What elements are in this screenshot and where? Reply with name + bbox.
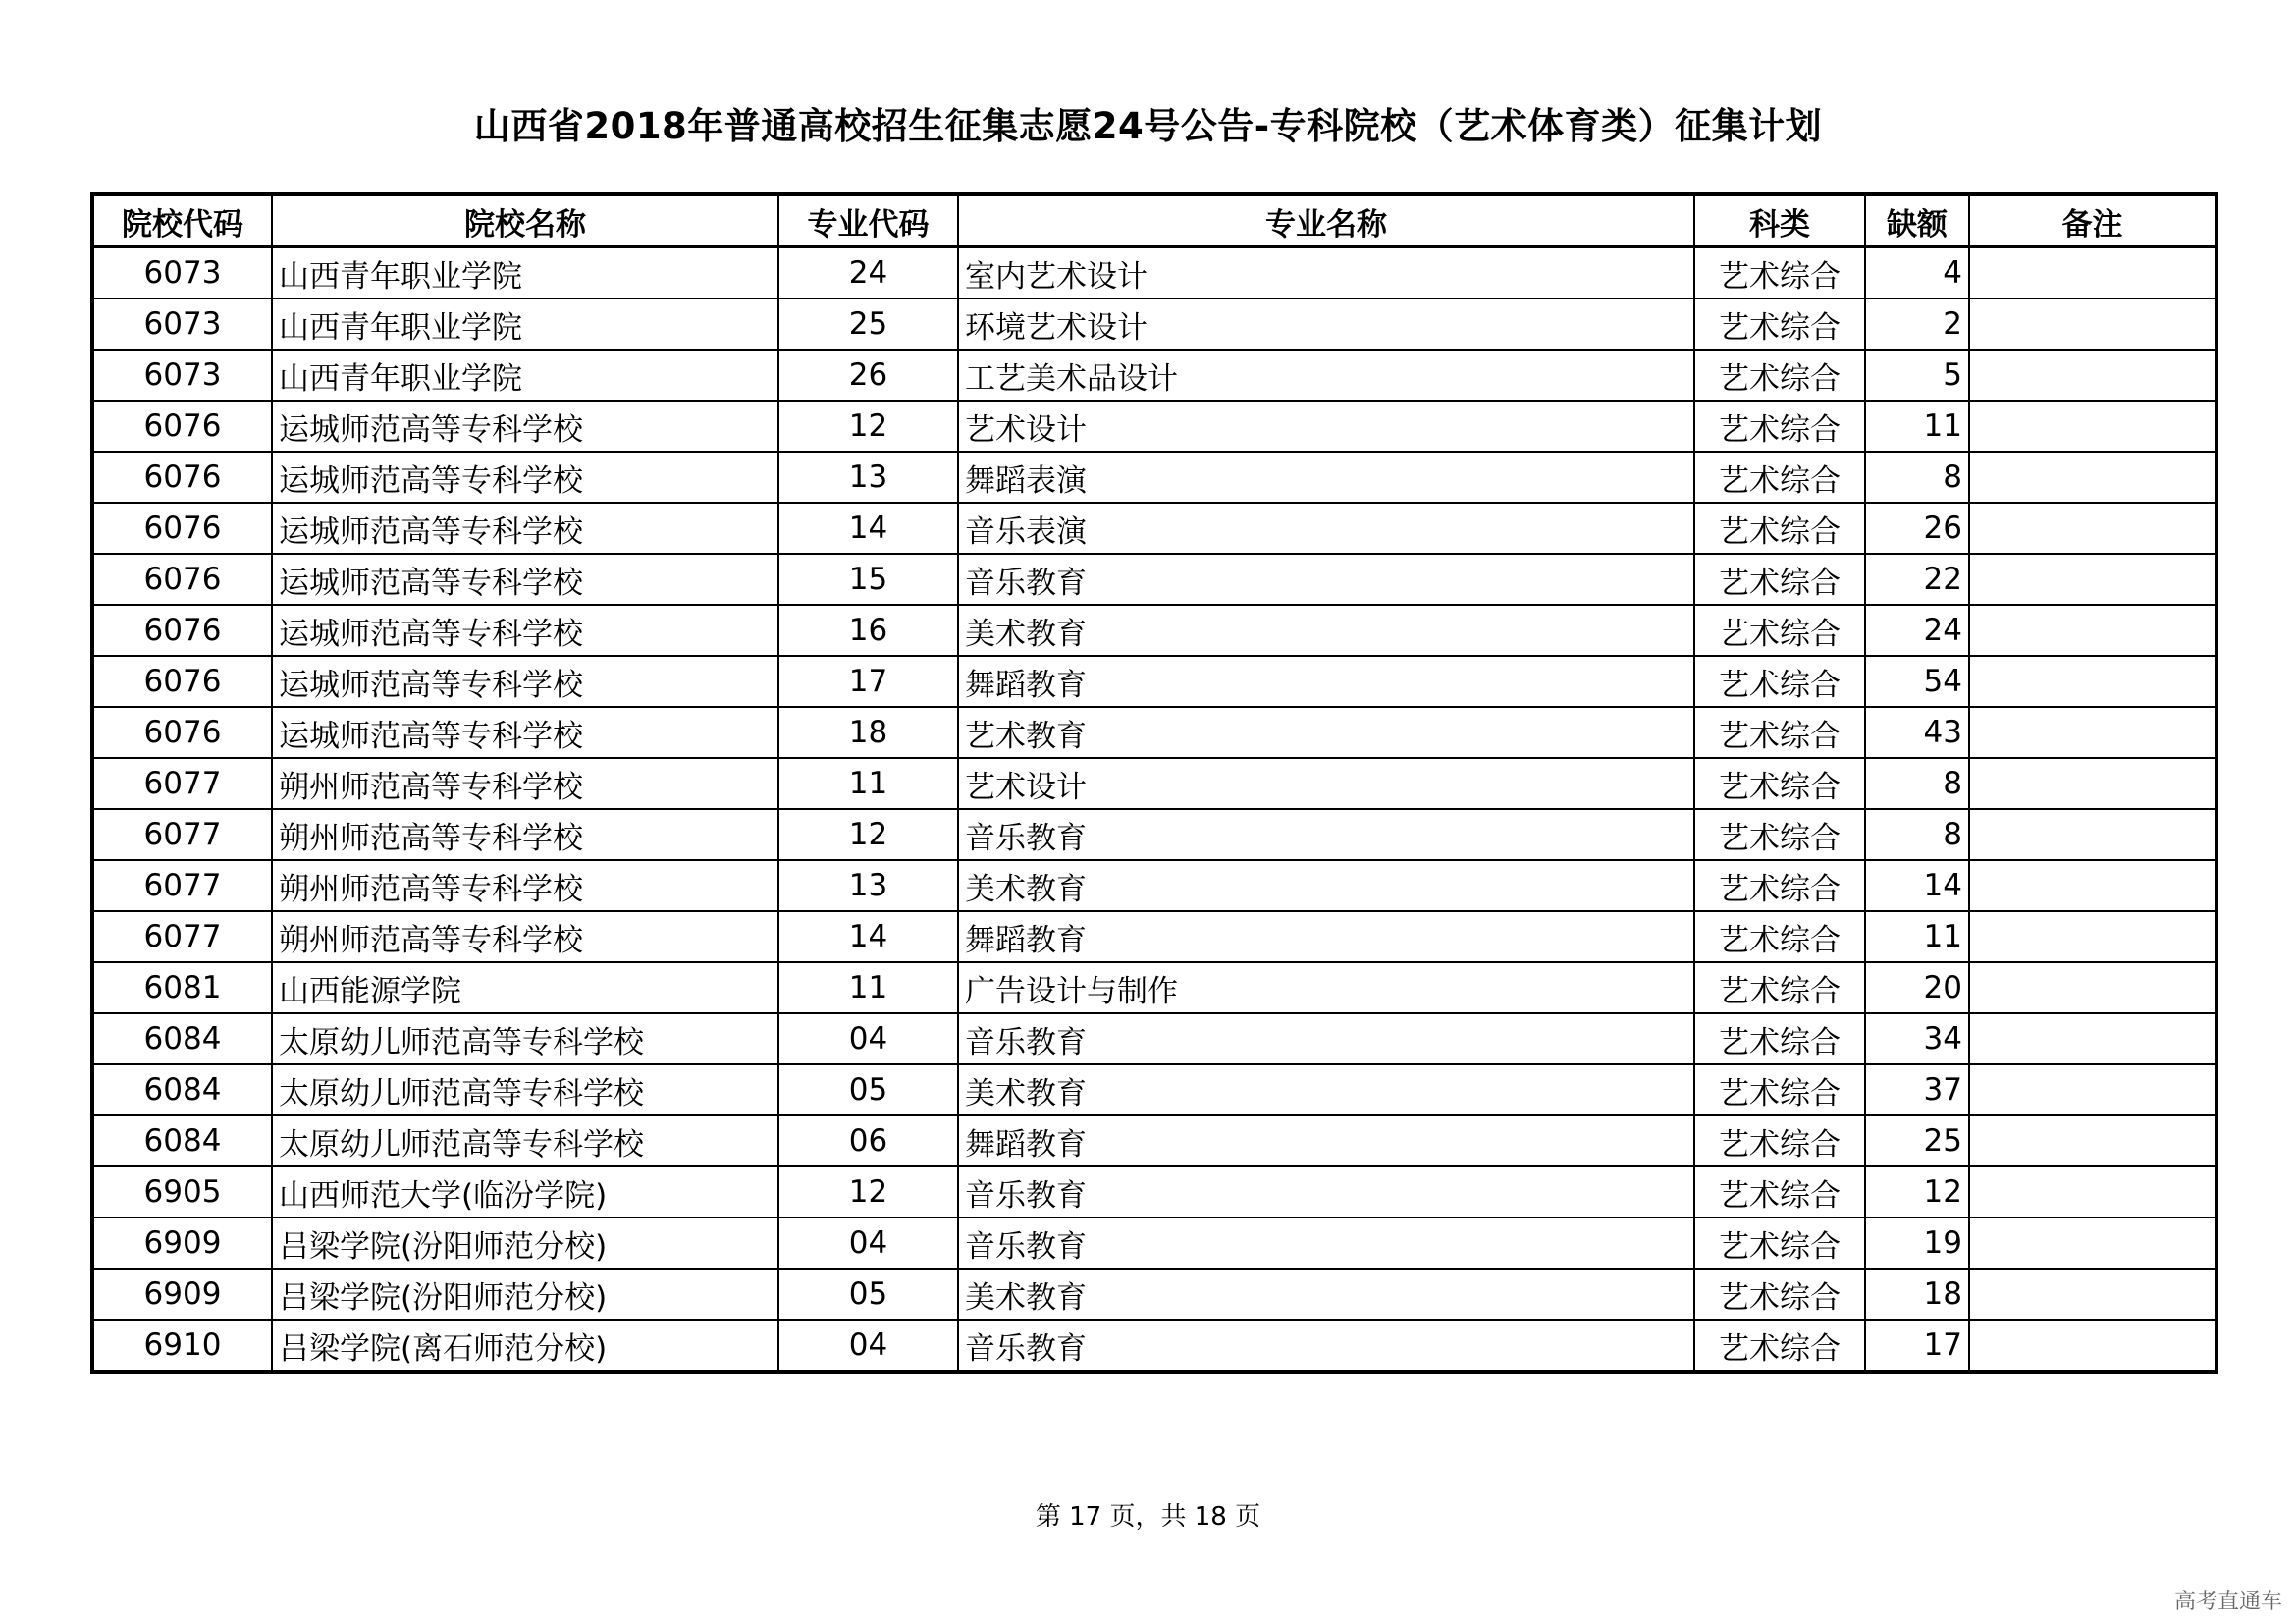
cell-school-name: 运城师范高等专科学校 bbox=[272, 503, 778, 554]
cell-school-name: 朔州师范高等专科学校 bbox=[272, 911, 778, 962]
cell-remarks bbox=[1969, 350, 2216, 401]
table-row bbox=[92, 911, 2216, 962]
cell-major-name: 工艺美术品设计 bbox=[958, 350, 1694, 401]
cell-major-name: 环境艺术设计 bbox=[958, 298, 1694, 350]
cell-school-code: 6084 bbox=[92, 1115, 272, 1166]
cell-remarks bbox=[1969, 605, 2216, 656]
cell-major-code: 04 bbox=[778, 1218, 958, 1269]
cell-major-code: 13 bbox=[778, 860, 958, 911]
header-remarks: 备注 bbox=[1969, 194, 2216, 247]
cell-school-name: 山西青年职业学院 bbox=[272, 350, 778, 401]
table-row bbox=[92, 758, 2216, 809]
cell-major-code: 04 bbox=[778, 1320, 958, 1372]
cell-remarks bbox=[1969, 1166, 2216, 1218]
cell-vacancies: 37 bbox=[1865, 1064, 1969, 1115]
cell-school-name: 吕梁学院(汾阳师范分校) bbox=[272, 1269, 778, 1320]
cell-major-name: 艺术设计 bbox=[958, 758, 1694, 809]
cell-category: 艺术综合 bbox=[1694, 401, 1865, 452]
table-row bbox=[92, 962, 2216, 1013]
table-row bbox=[92, 1218, 2216, 1269]
cell-major-code: 25 bbox=[778, 298, 958, 350]
header-school-name: 院校名称 bbox=[272, 194, 778, 247]
cell-school-code: 6077 bbox=[92, 911, 272, 962]
table-row bbox=[92, 605, 2216, 656]
cell-school-name: 山西能源学院 bbox=[272, 962, 778, 1013]
cell-category: 艺术综合 bbox=[1694, 1269, 1865, 1320]
cell-category: 艺术综合 bbox=[1694, 452, 1865, 503]
cell-vacancies: 14 bbox=[1865, 860, 1969, 911]
cell-category: 艺术综合 bbox=[1694, 911, 1865, 962]
cell-major-name: 美术教育 bbox=[958, 605, 1694, 656]
table-row bbox=[92, 860, 2216, 911]
cell-school-code: 6084 bbox=[92, 1013, 272, 1064]
cell-vacancies: 11 bbox=[1865, 911, 1969, 962]
cell-vacancies: 8 bbox=[1865, 809, 1969, 860]
cell-major-code: 16 bbox=[778, 605, 958, 656]
cell-major-code: 13 bbox=[778, 452, 958, 503]
cell-vacancies: 5 bbox=[1865, 350, 1969, 401]
cell-remarks bbox=[1969, 1320, 2216, 1372]
cell-remarks bbox=[1969, 1115, 2216, 1166]
cell-school-code: 6081 bbox=[92, 962, 272, 1013]
cell-school-name: 吕梁学院(汾阳师范分校) bbox=[272, 1218, 778, 1269]
cell-category: 艺术综合 bbox=[1694, 503, 1865, 554]
cell-vacancies: 34 bbox=[1865, 1013, 1969, 1064]
cell-major-code: 24 bbox=[778, 247, 958, 299]
cell-school-name: 运城师范高等专科学校 bbox=[272, 554, 778, 605]
admission-plan-table bbox=[90, 192, 2218, 1374]
cell-vacancies: 18 bbox=[1865, 1269, 1969, 1320]
header-school-code: 院校代码 bbox=[92, 194, 272, 247]
cell-major-code: 04 bbox=[778, 1013, 958, 1064]
table-row bbox=[92, 1166, 2216, 1218]
cell-category: 艺术综合 bbox=[1694, 298, 1865, 350]
table-row bbox=[92, 1320, 2216, 1372]
cell-major-name: 美术教育 bbox=[958, 1064, 1694, 1115]
cell-major-code: 12 bbox=[778, 401, 958, 452]
cell-remarks bbox=[1969, 298, 2216, 350]
table-row bbox=[92, 1115, 2216, 1166]
cell-major-name: 音乐教育 bbox=[958, 1013, 1694, 1064]
cell-remarks bbox=[1969, 452, 2216, 503]
cell-vacancies: 54 bbox=[1865, 656, 1969, 707]
cell-major-name: 美术教育 bbox=[958, 860, 1694, 911]
cell-school-code: 6076 bbox=[92, 503, 272, 554]
cell-major-name: 音乐表演 bbox=[958, 503, 1694, 554]
cell-school-name: 运城师范高等专科学校 bbox=[272, 656, 778, 707]
cell-remarks bbox=[1969, 1064, 2216, 1115]
header-major-code: 专业代码 bbox=[778, 194, 958, 247]
cell-school-name: 运城师范高等专科学校 bbox=[272, 401, 778, 452]
cell-school-code: 6909 bbox=[92, 1269, 272, 1320]
cell-major-code: 14 bbox=[778, 911, 958, 962]
cell-vacancies: 2 bbox=[1865, 298, 1969, 350]
cell-major-code: 26 bbox=[778, 350, 958, 401]
cell-major-code: 11 bbox=[778, 758, 958, 809]
cell-category: 艺术综合 bbox=[1694, 350, 1865, 401]
cell-major-name: 艺术设计 bbox=[958, 401, 1694, 452]
cell-school-name: 朔州师范高等专科学校 bbox=[272, 809, 778, 860]
cell-major-name: 音乐教育 bbox=[958, 1320, 1694, 1372]
table-row bbox=[92, 401, 2216, 452]
cell-vacancies: 22 bbox=[1865, 554, 1969, 605]
cell-major-name: 艺术教育 bbox=[958, 707, 1694, 758]
cell-school-code: 6076 bbox=[92, 656, 272, 707]
cell-remarks bbox=[1969, 1269, 2216, 1320]
header-row bbox=[92, 194, 2216, 247]
cell-major-name: 舞蹈表演 bbox=[958, 452, 1694, 503]
cell-school-name: 吕梁学院(离石师范分校) bbox=[272, 1320, 778, 1372]
cell-category: 艺术综合 bbox=[1694, 707, 1865, 758]
cell-school-name: 朔州师范高等专科学校 bbox=[272, 860, 778, 911]
cell-school-code: 6076 bbox=[92, 452, 272, 503]
cell-school-code: 6909 bbox=[92, 1218, 272, 1269]
table-row bbox=[92, 298, 2216, 350]
cell-vacancies: 19 bbox=[1865, 1218, 1969, 1269]
cell-school-code: 6076 bbox=[92, 605, 272, 656]
cell-school-name: 运城师范高等专科学校 bbox=[272, 605, 778, 656]
cell-vacancies: 25 bbox=[1865, 1115, 1969, 1166]
table-row bbox=[92, 1013, 2216, 1064]
cell-category: 艺术综合 bbox=[1694, 809, 1865, 860]
cell-vacancies: 43 bbox=[1865, 707, 1969, 758]
cell-remarks bbox=[1969, 809, 2216, 860]
cell-major-code: 18 bbox=[778, 707, 958, 758]
header-category: 科类 bbox=[1694, 194, 1865, 247]
cell-school-name: 太原幼儿师范高等专科学校 bbox=[272, 1115, 778, 1166]
cell-school-name: 运城师范高等专科学校 bbox=[272, 452, 778, 503]
cell-category: 艺术综合 bbox=[1694, 1166, 1865, 1218]
cell-school-code: 6073 bbox=[92, 350, 272, 401]
cell-school-name: 山西师范大学(临汾学院) bbox=[272, 1166, 778, 1218]
cell-remarks bbox=[1969, 758, 2216, 809]
cell-category: 艺术综合 bbox=[1694, 1218, 1865, 1269]
cell-vacancies: 4 bbox=[1865, 247, 1969, 299]
table-row bbox=[92, 554, 2216, 605]
cell-school-code: 6073 bbox=[92, 298, 272, 350]
cell-major-code: 05 bbox=[778, 1269, 958, 1320]
cell-major-code: 05 bbox=[778, 1064, 958, 1115]
header-vacancies: 缺额 bbox=[1865, 194, 1969, 247]
cell-major-code: 12 bbox=[778, 1166, 958, 1218]
cell-major-name: 室内艺术设计 bbox=[958, 247, 1694, 299]
cell-vacancies: 20 bbox=[1865, 962, 1969, 1013]
cell-major-code: 15 bbox=[778, 554, 958, 605]
cell-remarks bbox=[1969, 503, 2216, 554]
cell-major-code: 11 bbox=[778, 962, 958, 1013]
cell-major-name: 美术教育 bbox=[958, 1269, 1694, 1320]
cell-school-code: 6084 bbox=[92, 1064, 272, 1115]
table-row bbox=[92, 1269, 2216, 1320]
cell-major-code: 06 bbox=[778, 1115, 958, 1166]
cell-major-code: 12 bbox=[778, 809, 958, 860]
cell-vacancies: 26 bbox=[1865, 503, 1969, 554]
cell-school-name: 山西青年职业学院 bbox=[272, 298, 778, 350]
cell-category: 艺术综合 bbox=[1694, 656, 1865, 707]
cell-category: 艺术综合 bbox=[1694, 962, 1865, 1013]
cell-school-code: 6077 bbox=[92, 758, 272, 809]
cell-school-name: 朔州师范高等专科学校 bbox=[272, 758, 778, 809]
cell-category: 艺术综合 bbox=[1694, 247, 1865, 299]
cell-school-code: 6910 bbox=[92, 1320, 272, 1372]
cell-major-name: 音乐教育 bbox=[958, 809, 1694, 860]
cell-remarks bbox=[1969, 1013, 2216, 1064]
table-row bbox=[92, 809, 2216, 860]
cell-category: 艺术综合 bbox=[1694, 758, 1865, 809]
cell-major-name: 广告设计与制作 bbox=[958, 962, 1694, 1013]
cell-major-name: 音乐教育 bbox=[958, 1218, 1694, 1269]
cell-vacancies: 17 bbox=[1865, 1320, 1969, 1372]
cell-school-code: 6073 bbox=[92, 247, 272, 299]
cell-remarks bbox=[1969, 707, 2216, 758]
cell-remarks bbox=[1969, 1218, 2216, 1269]
table-row bbox=[92, 452, 2216, 503]
cell-remarks bbox=[1969, 962, 2216, 1013]
cell-remarks bbox=[1969, 247, 2216, 299]
header-major-name: 专业名称 bbox=[958, 194, 1694, 247]
cell-remarks bbox=[1969, 656, 2216, 707]
cell-vacancies: 11 bbox=[1865, 401, 1969, 452]
cell-major-name: 音乐教育 bbox=[958, 554, 1694, 605]
cell-remarks bbox=[1969, 860, 2216, 911]
cell-remarks bbox=[1969, 554, 2216, 605]
cell-major-code: 17 bbox=[778, 656, 958, 707]
cell-vacancies: 8 bbox=[1865, 758, 1969, 809]
page-title: 山西省2018年普通高校招生征集志愿24号公告-专科院校（艺术体育类）征集计划 bbox=[473, 105, 1823, 147]
cell-major-name: 舞蹈教育 bbox=[958, 1115, 1694, 1166]
cell-category: 艺术综合 bbox=[1694, 554, 1865, 605]
cell-school-name: 运城师范高等专科学校 bbox=[272, 707, 778, 758]
cell-vacancies: 8 bbox=[1865, 452, 1969, 503]
table-row bbox=[92, 247, 2216, 299]
table-row bbox=[92, 503, 2216, 554]
cell-remarks bbox=[1969, 911, 2216, 962]
cell-major-name: 舞蹈教育 bbox=[958, 656, 1694, 707]
cell-category: 艺术综合 bbox=[1694, 605, 1865, 656]
cell-category: 艺术综合 bbox=[1694, 1320, 1865, 1372]
table-row bbox=[92, 656, 2216, 707]
cell-school-code: 6905 bbox=[92, 1166, 272, 1218]
cell-school-name: 山西青年职业学院 bbox=[272, 247, 778, 299]
cell-major-code: 14 bbox=[778, 503, 958, 554]
cell-category: 艺术综合 bbox=[1694, 1115, 1865, 1166]
cell-school-name: 太原幼儿师范高等专科学校 bbox=[272, 1064, 778, 1115]
table-row bbox=[92, 350, 2216, 401]
cell-category: 艺术综合 bbox=[1694, 1064, 1865, 1115]
cell-category: 艺术综合 bbox=[1694, 860, 1865, 911]
watermark: 高考直通车 bbox=[2173, 1590, 2282, 1614]
cell-major-name: 音乐教育 bbox=[958, 1166, 1694, 1218]
cell-school-code: 6076 bbox=[92, 401, 272, 452]
table-body bbox=[92, 247, 2216, 1373]
cell-category: 艺术综合 bbox=[1694, 1013, 1865, 1064]
cell-school-code: 6077 bbox=[92, 809, 272, 860]
cell-school-code: 6077 bbox=[92, 860, 272, 911]
cell-school-code: 6076 bbox=[92, 707, 272, 758]
cell-school-code: 6076 bbox=[92, 554, 272, 605]
cell-vacancies: 24 bbox=[1865, 605, 1969, 656]
table-row bbox=[92, 1064, 2216, 1115]
table-header bbox=[92, 194, 2216, 247]
cell-major-name: 舞蹈教育 bbox=[958, 911, 1694, 962]
page-number: 第 17 页，共 18 页 bbox=[1035, 1502, 1261, 1532]
table-row bbox=[92, 707, 2216, 758]
cell-vacancies: 12 bbox=[1865, 1166, 1969, 1218]
cell-remarks bbox=[1969, 401, 2216, 452]
cell-school-name: 太原幼儿师范高等专科学校 bbox=[272, 1013, 778, 1064]
